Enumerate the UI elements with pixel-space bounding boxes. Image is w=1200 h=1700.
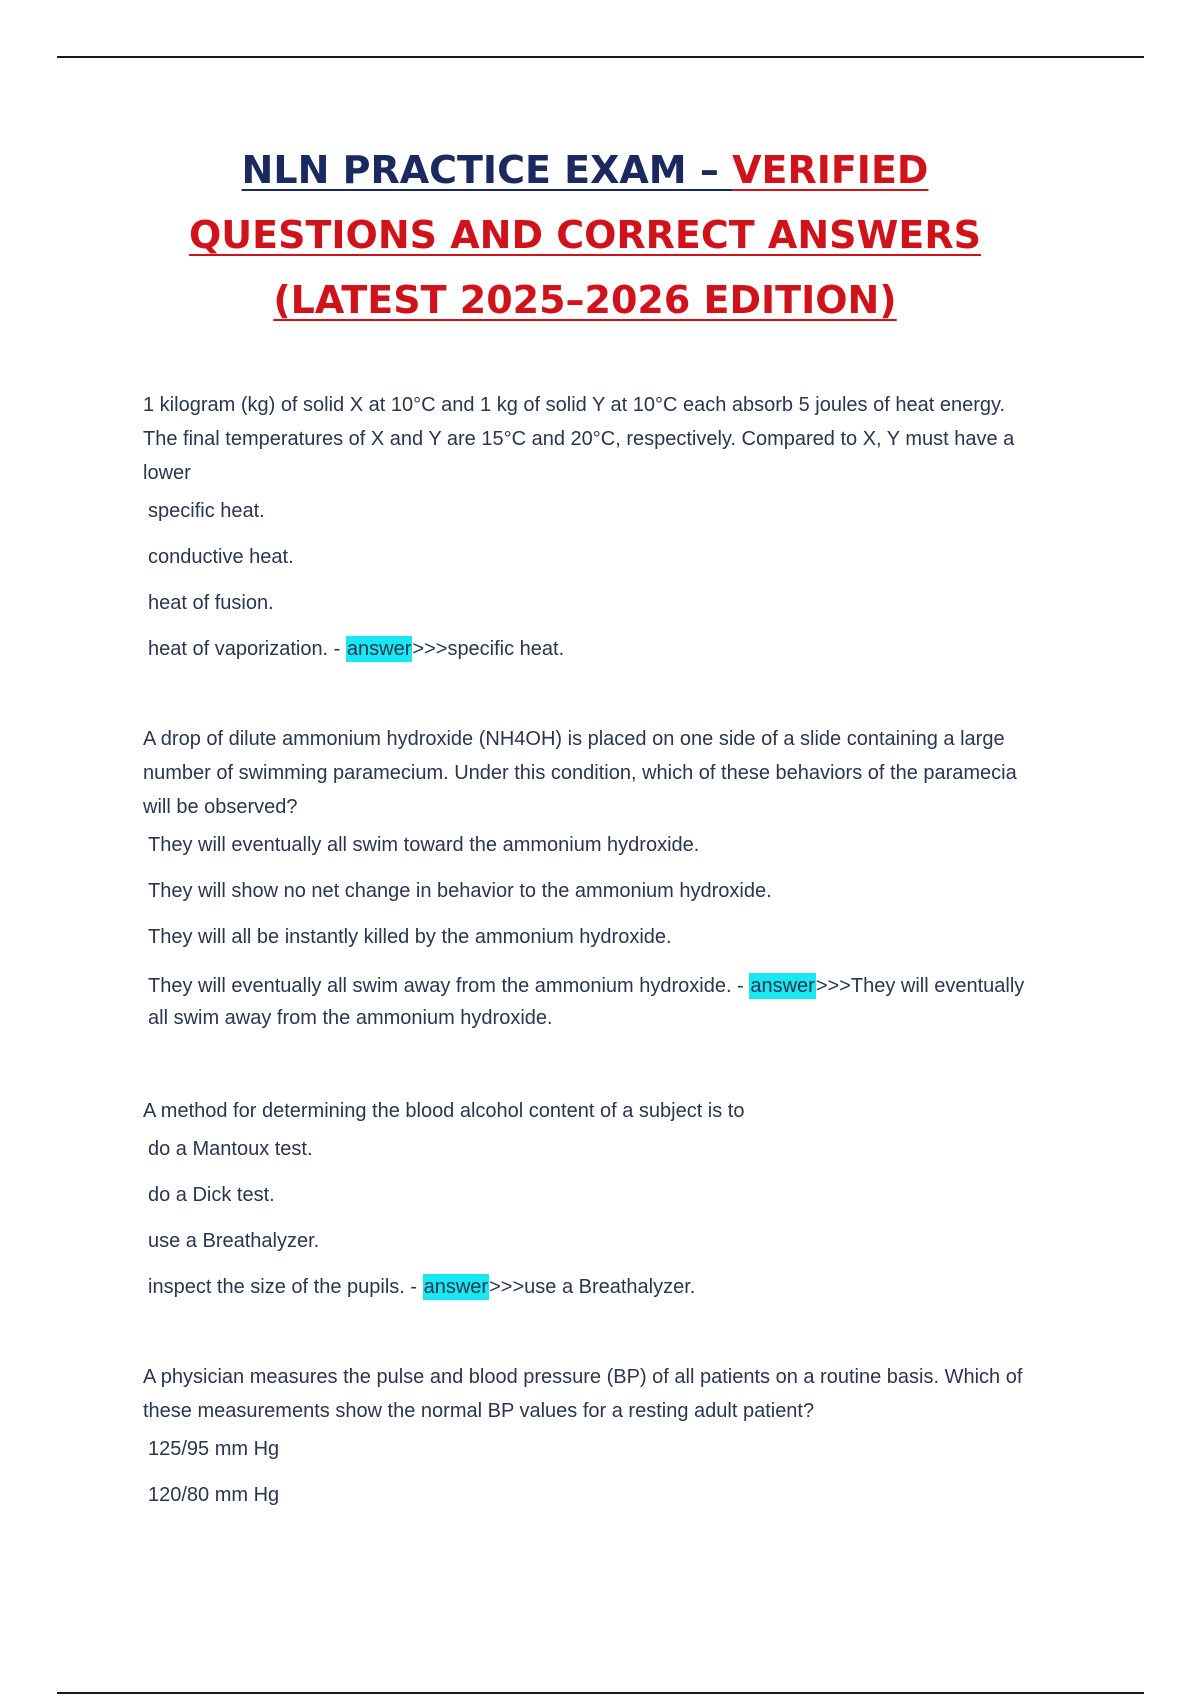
question-block — [143, 1094, 1043, 1300]
question-list — [143, 388, 1043, 1568]
option-item: They will show no net change in behavior to the ammonium hydroxide. — [148, 880, 772, 902]
option-item: use a Breathalyzer. — [148, 1230, 320, 1252]
option-item: inspect the size of the pupils. — [148, 1276, 405, 1298]
option-item: They will eventually all swim toward the ammonium hydroxide. — [148, 834, 700, 856]
header-rule — [57, 56, 1144, 58]
answer-arrow: >>> — [489, 1276, 525, 1298]
title-line-1 — [0, 138, 1170, 203]
answer-separator: - — [328, 638, 346, 660]
option-item: heat of vaporization. — [148, 638, 329, 660]
answer-highlight: answer — [750, 975, 815, 997]
question-text: A method for determining the blood alcohol content of a subject is to — [143, 1100, 745, 1122]
option-item: specific heat. — [148, 500, 265, 522]
option-with-answer — [148, 636, 1043, 662]
question-block — [143, 388, 1043, 662]
title-red-text-3: (LATEST 2025–2026 EDITION) — [273, 278, 897, 322]
answer-separator: - — [731, 975, 750, 997]
answer-text: use a Breathalyzer. — [524, 1276, 696, 1298]
question-text: A drop of dilute ammonium hydroxide (NH4OH) is placed on one side of a slide containing a large number of swimming paramecium. Under this condition, which of these behaviors of the paramecia will be observed? — [143, 728, 1017, 818]
title-red-text: VERIFIED — [732, 148, 929, 192]
title-navy-text: NLN PRACTICE EXAM – — [241, 148, 733, 192]
answer-arrow: >>> — [412, 638, 448, 660]
title-line-2 — [0, 203, 1170, 268]
option-item: do a Mantoux test. — [148, 1138, 313, 1160]
answer-arrow: >>> — [815, 975, 851, 997]
question-block — [143, 1360, 1043, 1508]
answer-text: specific heat. — [447, 638, 565, 660]
option-item: They will eventually all swim away from the ammonium hydroxide. — [148, 975, 732, 997]
question-text: 1 kilogram (kg) of solid X at 10°C and 1 kg of solid Y at 10°C each absorb 5 joules of heat energy. The final temperatures of X and Y are 15°C and 20°C, respectively. Compared to X, Y must have a lower — [143, 394, 1015, 484]
question-text: A physician measures the pulse and blood pressure (BP) of all patients on a routine basis. Which of these measurements show the normal BP values for a resting adult patient? — [143, 1366, 1023, 1422]
option-item: conductive heat. — [148, 546, 294, 568]
option-with-answer — [148, 1274, 1043, 1300]
option-item: do a Dick test. — [148, 1184, 275, 1206]
footer-rule — [57, 1692, 1144, 1694]
title-line-3 — [0, 268, 1170, 333]
option-item: They will all be instantly killed by the ammonium hydroxide. — [148, 926, 672, 948]
document-title — [0, 138, 1170, 333]
answer-highlight: answer — [423, 1276, 489, 1298]
answer-text: They will eventually all swim away from the ammonium hydroxide. — [148, 975, 1025, 1029]
option-item: 120/80 mm Hg — [148, 1484, 280, 1506]
option-with-answer — [148, 970, 1043, 1034]
option-item: heat of fusion. — [148, 592, 274, 614]
title-red-text-2: QUESTIONS AND CORRECT ANSWERS — [188, 213, 982, 257]
question-block — [143, 722, 1043, 1034]
answer-separator: - — [404, 1276, 423, 1298]
option-item: 125/95 mm Hg — [148, 1438, 280, 1460]
answer-highlight: answer — [346, 638, 412, 660]
